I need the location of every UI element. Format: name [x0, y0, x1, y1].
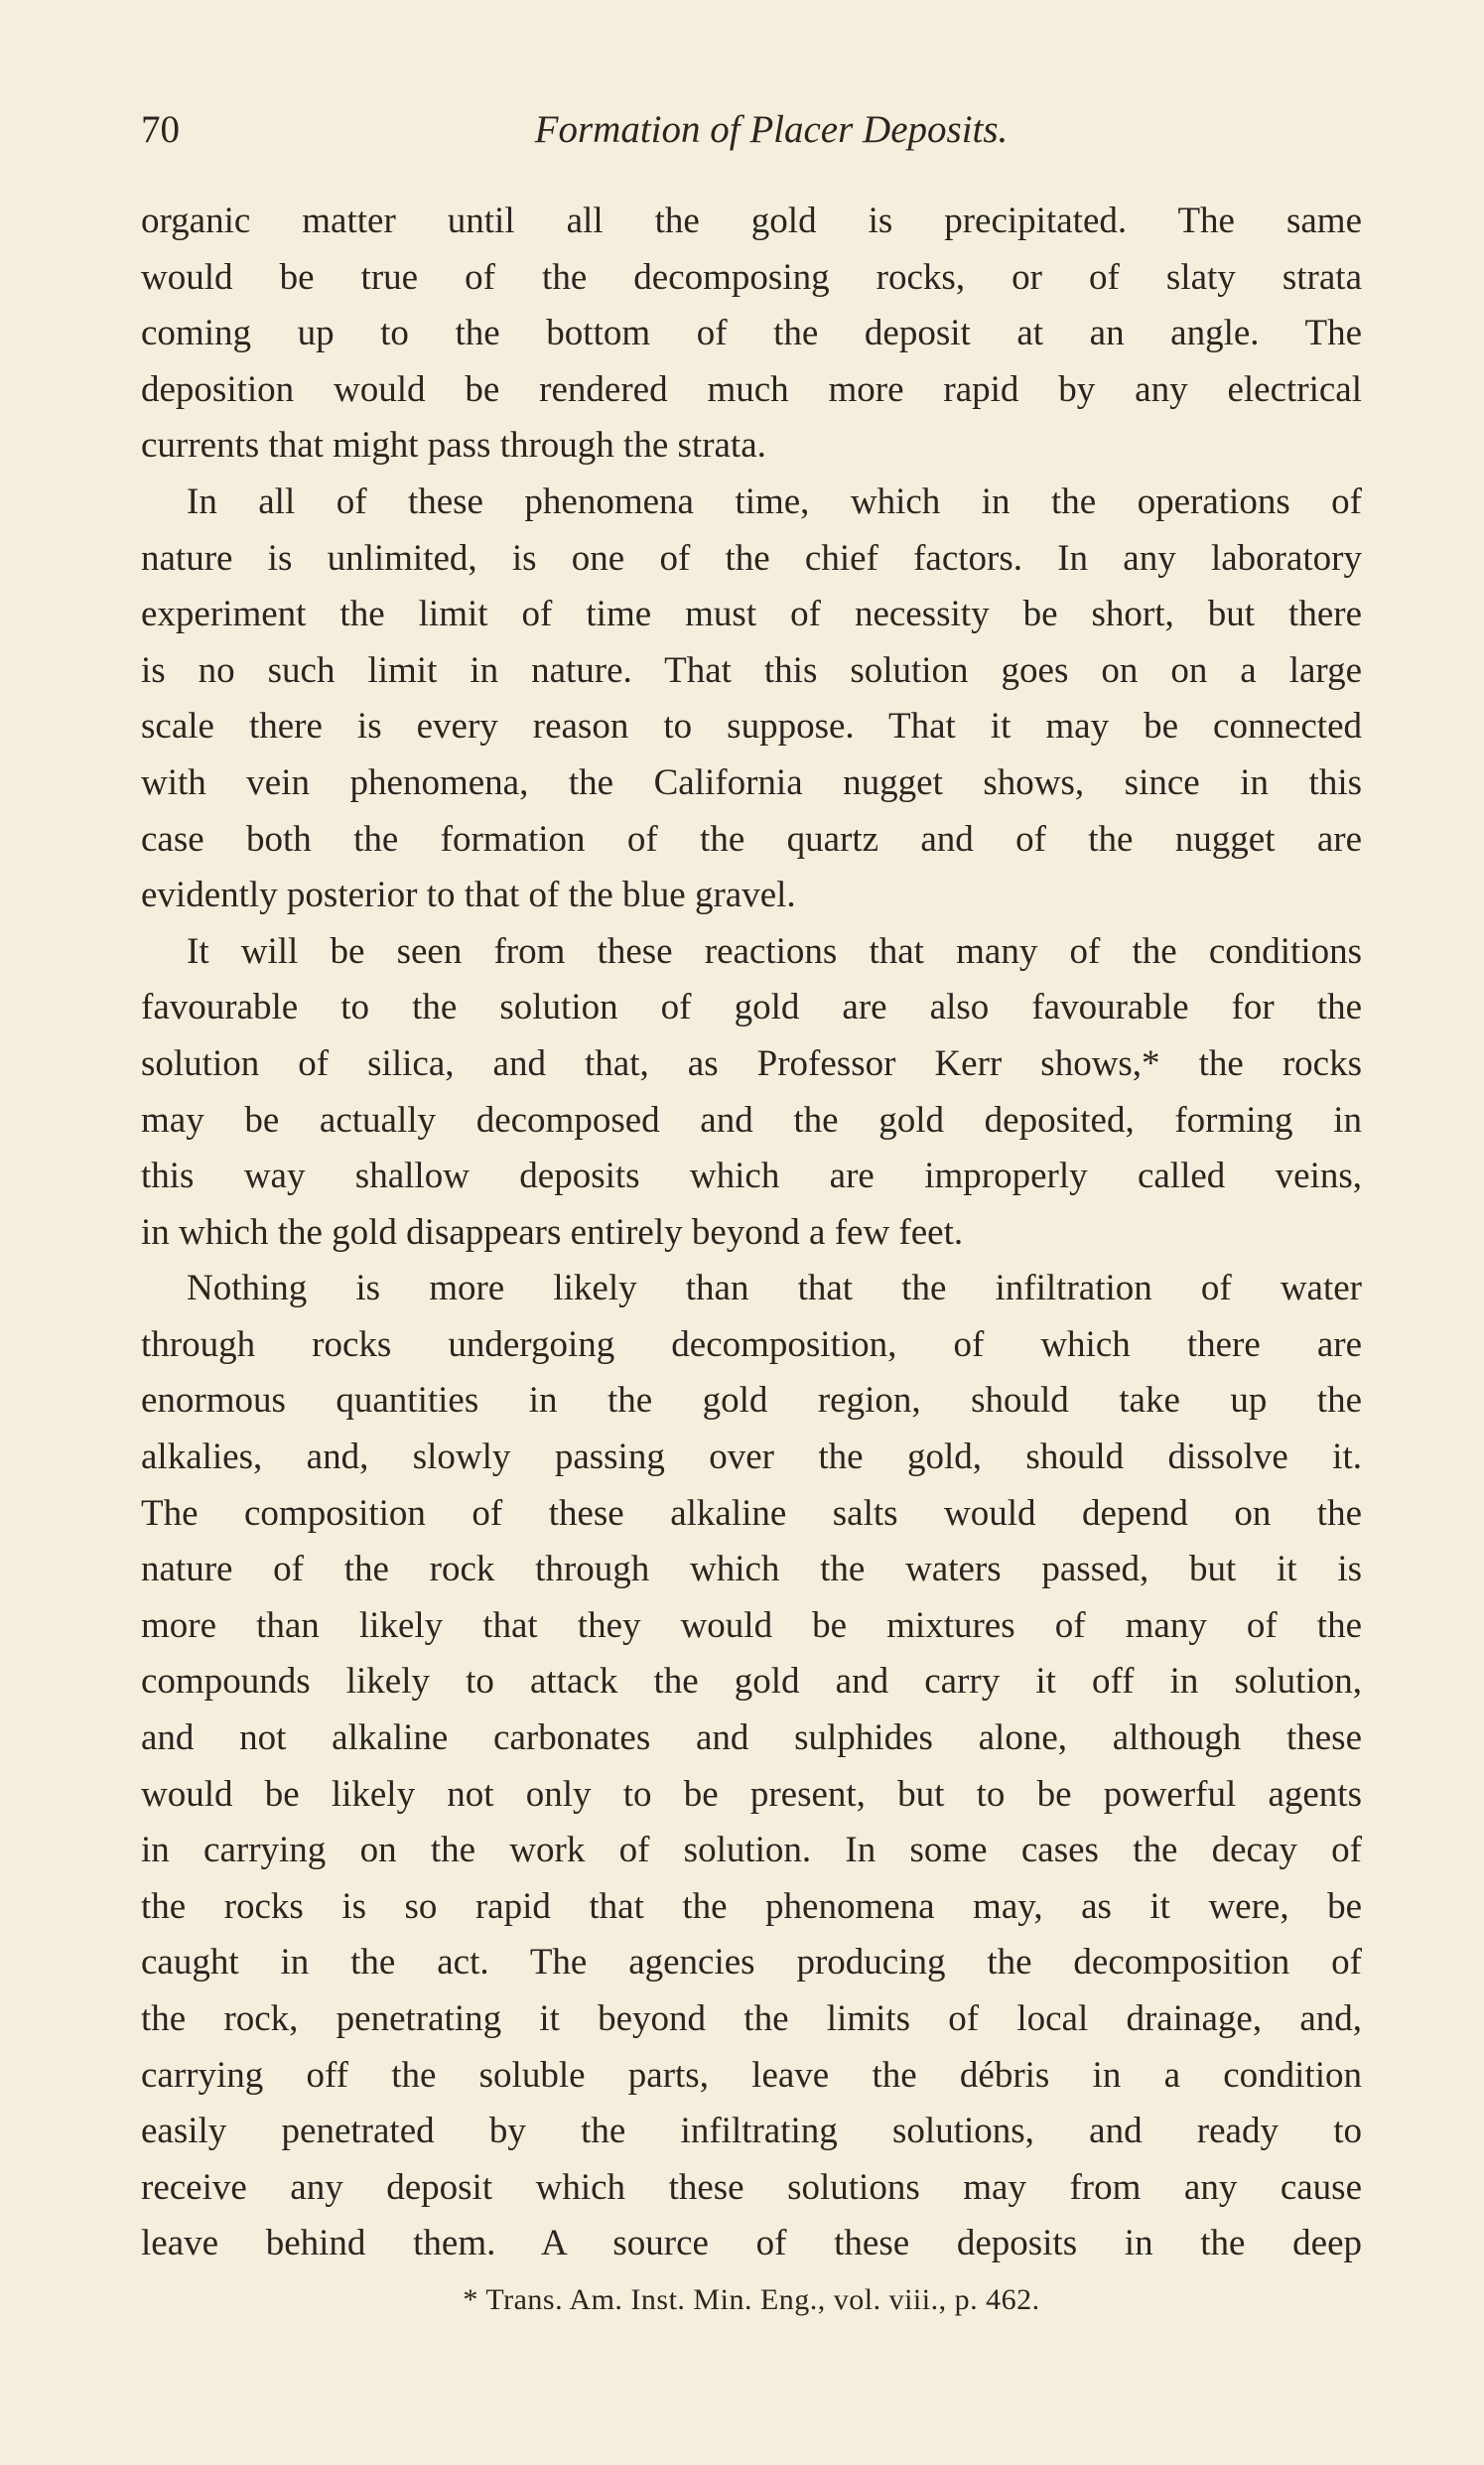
text-line: is no such limit in nature. That this solution goes on on a large — [141, 649, 1362, 691]
text-line: through rocks undergoing decomposition, of which there are — [141, 1323, 1362, 1365]
text-line: compounds likely to attack the gold and carry it off in solution, — [141, 1661, 1362, 1703]
text-line: enormous quantities in the gold region, should take up the — [141, 1380, 1362, 1422]
footnote: * Trans. Am. Inst. Min. Eng., vol. viii., p. 462. — [463, 2283, 1040, 2316]
text-line: nature is unlimited, is one of the chief factors. In any laboratory — [141, 537, 1362, 579]
text-line: evidently posterior to that of the blue gravel. — [141, 875, 796, 916]
text-line: scale there is every reason to suppose. That it may be connected — [141, 706, 1362, 748]
text-line: this way shallow deposits which are improperly called veins, — [141, 1156, 1362, 1197]
text-line: caught in the act. The agencies producing the decomposition of — [141, 1942, 1362, 1984]
text-line: may be actually decomposed and the gold deposited, forming in — [141, 1099, 1362, 1141]
page-header — [141, 107, 1362, 167]
body-text — [141, 194, 1362, 2272]
text-line: the rock, penetrating it beyond the limits of local drainage, and, — [141, 1998, 1362, 2039]
text-line: coming up to the bottom of the deposit at an angle. The — [141, 313, 1362, 354]
text-line: in carrying on the work of solution. In some cases the decay of — [141, 1830, 1362, 1871]
running-title: Formation of Placer Deposits. — [534, 108, 1009, 151]
page-number: 70 — [141, 108, 180, 151]
text-line: the rocks is so rapid that the phenomena may, as it were, be — [141, 1885, 1362, 1927]
text-line: deposition would be rendered much more rapid by any electrical — [141, 368, 1362, 410]
text-line: In all of these phenomena time, which in the operations of — [187, 480, 1362, 522]
text-line: would be true of the decomposing rocks, or of slaty strata — [141, 256, 1362, 298]
text-line: leave behind them. A source of these deposits in the deep — [141, 2223, 1362, 2264]
text-line: easily penetrated by the infiltrating solutions, and ready to — [141, 2111, 1362, 2152]
text-line: would be likely not only to be present, but to be powerful agents — [141, 1773, 1362, 1815]
text-line: alkalies, and, slowly passing over the gold, should dissolve it. — [141, 1437, 1362, 1478]
text-line: favourable to the solution of gold are also favourable for the — [141, 987, 1362, 1028]
text-line: more than likely that they would be mixtures of many of the — [141, 1604, 1362, 1646]
text-line: carrying off the soluble parts, leave the débris in a condition — [141, 2054, 1362, 2096]
text-line: experiment the limit of time must of necessity be short, but there — [141, 594, 1362, 635]
text-line: with vein phenomena, the California nugget shows, since in this — [141, 761, 1362, 803]
text-line: nature of the rock through which the waters passed, but it is — [141, 1549, 1362, 1590]
text-line: organic matter until all the gold is precipitated. The same — [141, 201, 1362, 241]
text-line: Nothing is more likely than that the infiltration of water — [187, 1268, 1362, 1309]
text-line: The composition of these alkaline salts would depend on the — [141, 1492, 1362, 1534]
text-line: solution of silica, and that, as Professor Kerr shows,* the rocks — [141, 1042, 1362, 1084]
text-line: and not alkaline carbonates and sulphides alone, although these — [141, 1717, 1362, 1759]
text-line: case both the formation of the quartz and of the nugget are — [141, 818, 1362, 860]
text-line: currents that might pass through the strata. — [141, 425, 766, 467]
text-line: in which the gold disappears entirely beyond a few feet. — [141, 1211, 964, 1253]
text-line: receive any deposit which these solutions may from any cause — [141, 2166, 1362, 2208]
text-line: It will be seen from these reactions that many of the conditions — [187, 930, 1362, 972]
